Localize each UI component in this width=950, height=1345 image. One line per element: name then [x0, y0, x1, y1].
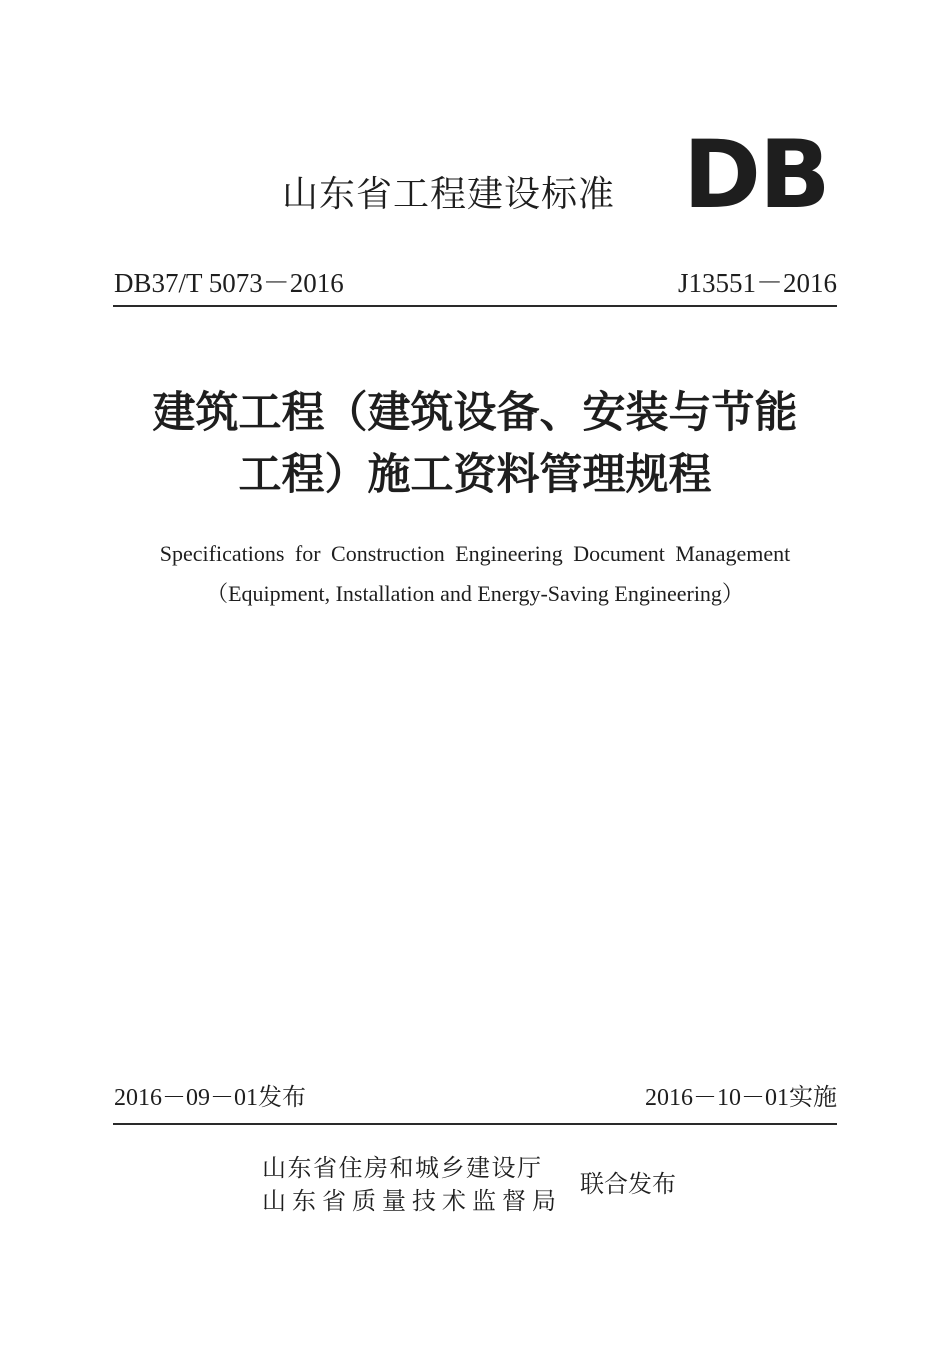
english-title-line-1: Specifications for Construction Engineering Document Management [159, 541, 791, 566]
implement-date [645, 1080, 837, 1115]
chinese-title [0, 382, 950, 506]
jointly-issued-label: 联合发布 [580, 1170, 676, 1198]
issuer-housing-dept: 山东省住房和城乡建设厅 [262, 1154, 543, 1182]
standard-type-heading: 山东省工程建设标准 [282, 174, 616, 215]
english-title [0, 534, 950, 614]
db-mark: DB [683, 121, 829, 230]
issue-date-value: 2016－09－01 [114, 1085, 258, 1111]
record-number: J13551－2016 [677, 268, 837, 298]
bottom-divider [113, 1123, 837, 1125]
chinese-title-line-1: 建筑工程（建筑设备、安装与节能 [152, 388, 798, 438]
implement-date-value: 2016－10－01 [645, 1085, 789, 1111]
issuer-quality-bureau: 山东省质量技术监督局 [262, 1187, 562, 1215]
top-divider [113, 305, 837, 307]
standard-number: DB37/T 5073－2016 [114, 268, 344, 298]
chinese-title-line-2: 工程）施工资料管理规程 [238, 450, 712, 500]
implement-date-label: 实施 [789, 1083, 837, 1111]
issue-date-label: 发布 [258, 1083, 306, 1111]
english-title-line-2: （Equipment, Installation and Energy-Saving Engineering） [206, 581, 744, 606]
issue-date [114, 1080, 306, 1115]
issuing-authorities [262, 1152, 562, 1218]
